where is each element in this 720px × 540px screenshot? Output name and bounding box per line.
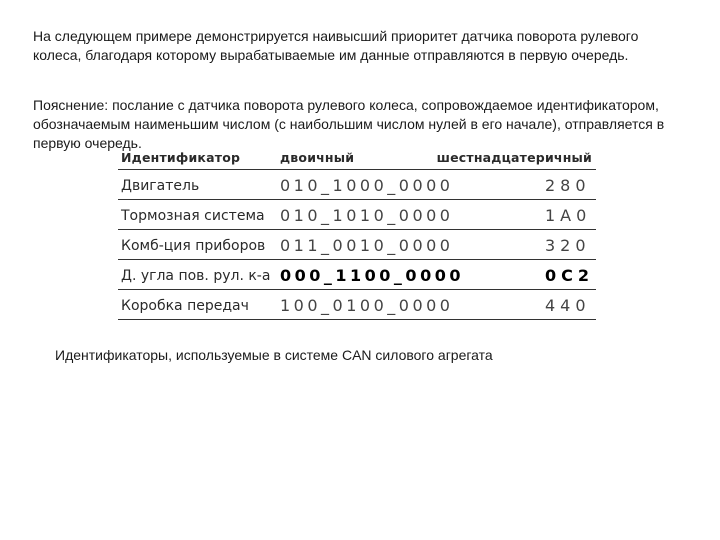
table-header: [118, 150, 596, 170]
row-hex: 320: [545, 236, 591, 255]
table-row: [118, 290, 596, 320]
table-row-highlighted: [118, 260, 596, 290]
row-binary: 011_0010_0000: [280, 236, 454, 255]
row-name: Двигатель: [121, 178, 200, 194]
table-row: [118, 230, 596, 260]
row-binary: 100_0100_0000: [280, 296, 454, 315]
row-name: Коробка передач: [121, 298, 249, 314]
row-name: Д. угла пов. рул. к-а: [121, 268, 271, 284]
row-hex: 280: [545, 176, 591, 195]
table-row: [118, 200, 596, 230]
can-identifier-table: [118, 150, 596, 320]
header-binary: двоичный: [280, 150, 355, 165]
row-hex: 0C2: [545, 266, 595, 285]
row-binary: 010_1000_0000: [280, 176, 454, 195]
row-binary: 010_1010_0000: [280, 206, 454, 225]
table-caption: Идентификаторы, используемые в системе CAN силового агрегата: [55, 347, 493, 363]
row-hex: 440: [545, 296, 591, 315]
row-name: Тормозная система: [121, 208, 265, 224]
intro-paragraph: На следующем примере демонстрируется наивысший приоритет датчика поворота рулевого колеса, благодаря которому вырабатываемые им данные отправляются в первую очередь.: [33, 28, 639, 63]
header-hex: шестнадцатеричный: [436, 150, 592, 165]
row-binary: 000_1100_0000: [280, 266, 464, 285]
explanation-paragraph: Пояснение: послание с датчика поворота рулевого колеса, сопровождаемое идентификатором, обозначаемым наименьшим числом (с наибольшим числом нулей в его начале), отправляется в первую очередь.: [33, 97, 665, 151]
row-name: Комб-ция приборов: [121, 238, 266, 254]
table-row: [118, 170, 596, 200]
header-identifier: Идентификатор: [121, 150, 241, 165]
row-hex: 1A0: [545, 206, 592, 225]
